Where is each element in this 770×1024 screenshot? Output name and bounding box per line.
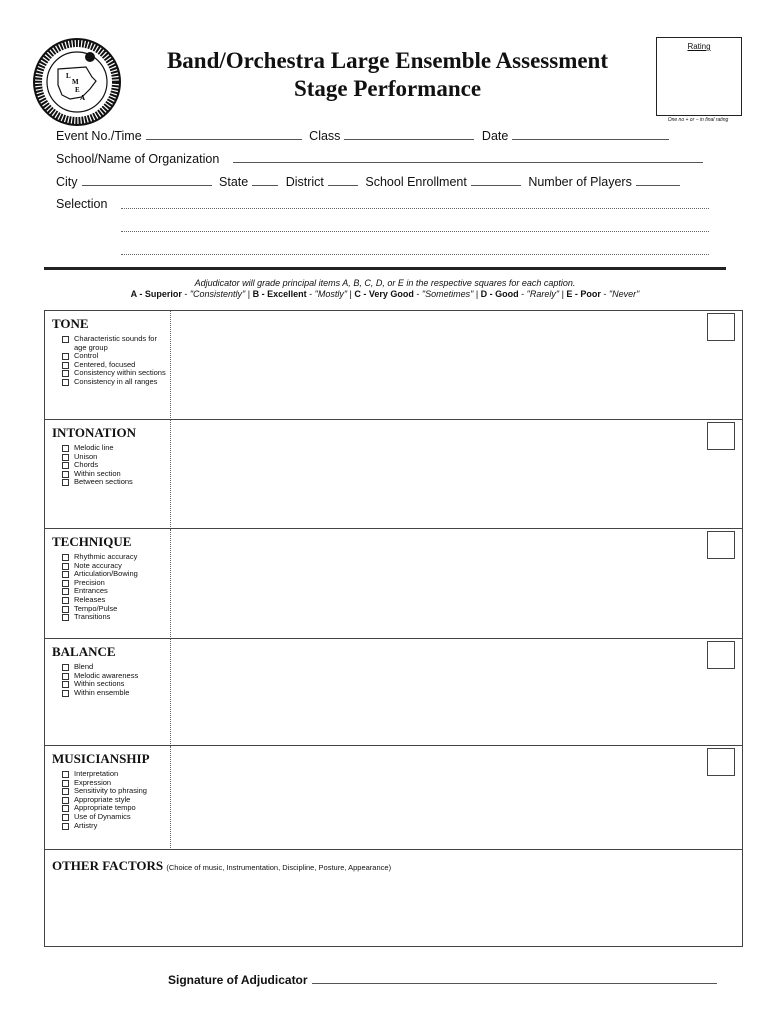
selection-label: Selection [56,197,108,211]
state-label: State [219,175,249,189]
section-balance [44,638,743,746]
grade-square[interactable] [707,422,735,450]
lmea-logo [28,37,126,127]
legend-separator: | [245,289,253,299]
event-class-date-row [56,129,673,143]
criteria-checkbox-item[interactable]: Articulation/Bowing [62,570,166,579]
state-field[interactable] [252,184,278,186]
criteria-checkbox-item[interactable]: Precision [62,579,166,588]
criteria-checkbox-item[interactable]: Tempo/Pulse [62,605,166,614]
grade-square[interactable] [707,641,735,669]
enrollment-field[interactable] [471,184,521,186]
selection-line-1[interactable] [121,208,709,209]
logo-letter-a: A [80,94,86,102]
logo-letter-e: E [75,86,80,94]
criteria-checkbox-item[interactable]: Between sections [62,478,166,487]
school-row [56,152,707,166]
city-row [56,175,684,189]
criteria-checkbox-item[interactable]: Melodic awareness [62,672,166,681]
section-criteria-list [62,553,166,622]
legend-separator: | [347,289,355,299]
criteria-checkbox-item[interactable]: Artistry [62,822,166,831]
section-title: TONE [52,316,89,331]
criteria-checkbox-item[interactable]: Chords [62,461,166,470]
section-tone [44,310,743,420]
criteria-checkbox-item[interactable]: Appropriate style [62,796,166,805]
grade-square[interactable] [707,313,735,341]
form-title [135,47,640,103]
title-line-2: Stage Performance [293,76,482,101]
criteria-checkbox-item[interactable]: Note accuracy [62,562,166,571]
criteria-checkbox-item[interactable]: Within section [62,470,166,479]
event-label: Event No./Time [56,129,142,143]
section-divider-line [170,529,171,639]
section-title: INTONATION [52,425,137,440]
legend-grade-key: E - Poor [566,289,601,299]
city-label: City [56,175,78,189]
title-line-1: Band/Orchestra Large Ensemble Assessment [166,48,609,73]
section-divider-line [170,420,171,529]
logo-letter-m: M [72,78,79,86]
comments-area[interactable] [172,639,702,746]
criteria-checkbox-item[interactable]: Blend [62,663,166,672]
criteria-checkbox-item[interactable]: Rhythmic accuracy [62,553,166,562]
criteria-checkbox-item[interactable]: Unison [62,453,166,462]
grade-square[interactable] [707,531,735,559]
rating-note: One no + or − in final rating [667,117,729,123]
school-label: School/Name of Organization [56,152,220,166]
legend-grade-key: D - Good [480,289,519,299]
legend-grade-desc: "Consistently" [189,289,246,299]
rating-box[interactable] [656,37,742,116]
section-title: MUSICIANSHIP [52,751,150,766]
date-field[interactable] [512,138,669,140]
section-intonation [44,419,743,529]
legend-grade-desc: "Never" [608,289,640,299]
section-criteria-list [62,335,166,387]
enrollment-label: School Enrollment [365,175,467,189]
legend-grade-desc: "Mostly" [314,289,348,299]
signature-field[interactable] [312,982,717,984]
players-field[interactable] [636,184,680,186]
district-label: District [285,175,324,189]
players-label: Number of Players [528,175,632,189]
section-title: BALANCE [52,644,116,659]
comments-area[interactable] [172,529,702,639]
criteria-checkbox-item[interactable]: Characteristic sounds for age group [62,335,166,352]
class-field[interactable] [344,138,474,140]
school-field[interactable] [233,161,703,163]
criteria-checkbox-item[interactable]: Transitions [62,613,166,622]
section-divider-line [170,311,171,420]
comments-area[interactable] [172,420,702,529]
class-label: Class [309,129,341,143]
criteria-checkbox-item[interactable]: Control [62,352,166,361]
criteria-checkbox-item[interactable]: Melodic line [62,444,166,453]
criteria-checkbox-item[interactable]: Consistency within sections [62,369,166,378]
criteria-checkbox-item[interactable]: Use of Dynamics [62,813,166,822]
event-field[interactable] [146,138,302,140]
grading-legend: A - Superior - "Consistently" | B - Excellent - "Mostly" | C - Very Good - "Sometimes" | D - Good - "Rarely" | E - Poor - "Never" [130,289,640,299]
selection-line-2[interactable] [121,231,709,232]
grading-instructions: Adjudicator will grade principal items A, B, C, D, or E in the respective squares for each caption. [194,278,576,288]
district-field[interactable] [328,184,358,186]
criteria-checkbox-item[interactable]: Centered, focused [62,361,166,370]
other-factors-title: OTHER FACTORS [52,858,164,873]
legend-grade-desc: "Rarely" [526,289,560,299]
legend-grade-key: C - Very Good [354,289,414,299]
grade-square[interactable] [707,748,735,776]
criteria-checkbox-item[interactable]: Within ensemble [62,689,166,698]
header-divider [44,267,726,270]
criteria-checkbox-item[interactable]: Entrances [62,587,166,596]
legend-grade-key: B - Excellent [252,289,307,299]
comments-area[interactable] [172,311,702,420]
comments-area[interactable] [172,746,702,850]
section-technique [44,528,743,639]
section-divider-line [170,746,171,850]
city-field[interactable] [82,184,212,186]
criteria-checkbox-item[interactable]: Consistency in all ranges [62,378,166,387]
legend-separator: | [559,289,567,299]
criteria-checkbox-item[interactable]: Within sections [62,680,166,689]
section-criteria-list [62,663,166,697]
criteria-checkbox-item[interactable]: Sensitivity to phrasing [62,787,166,796]
section-divider-line [170,639,171,746]
selection-row [56,197,107,211]
selection-line-3[interactable] [121,254,709,255]
criteria-checkbox-item[interactable]: Expression [62,779,166,788]
legend-separator: | [473,289,481,299]
section-title: TECHNIQUE [52,534,132,549]
section-musicianship [44,745,743,850]
other-factors-section[interactable] [44,849,743,947]
section-criteria-list [62,770,166,830]
criteria-checkbox-item[interactable]: Interpretation [62,770,166,779]
signature-label: Signature of Adjudicator [168,973,308,987]
criteria-checkbox-item[interactable]: Releases [62,596,166,605]
logo-letter-l: L [66,72,71,80]
criteria-checkbox-item[interactable]: Appropriate tempo [62,804,166,813]
signature-row [168,973,721,987]
section-criteria-list [62,444,166,487]
date-label: Date [481,129,509,143]
legend-grade-key: A - Superior [130,289,182,299]
other-factors-subtitle: (Choice of music, Instrumentation, Discipline, Posture, Appearance) [166,863,392,872]
other-factors-caption [52,858,391,874]
legend-grade-desc: "Sometimes" [421,289,474,299]
rating-label: Rating [687,42,711,51]
